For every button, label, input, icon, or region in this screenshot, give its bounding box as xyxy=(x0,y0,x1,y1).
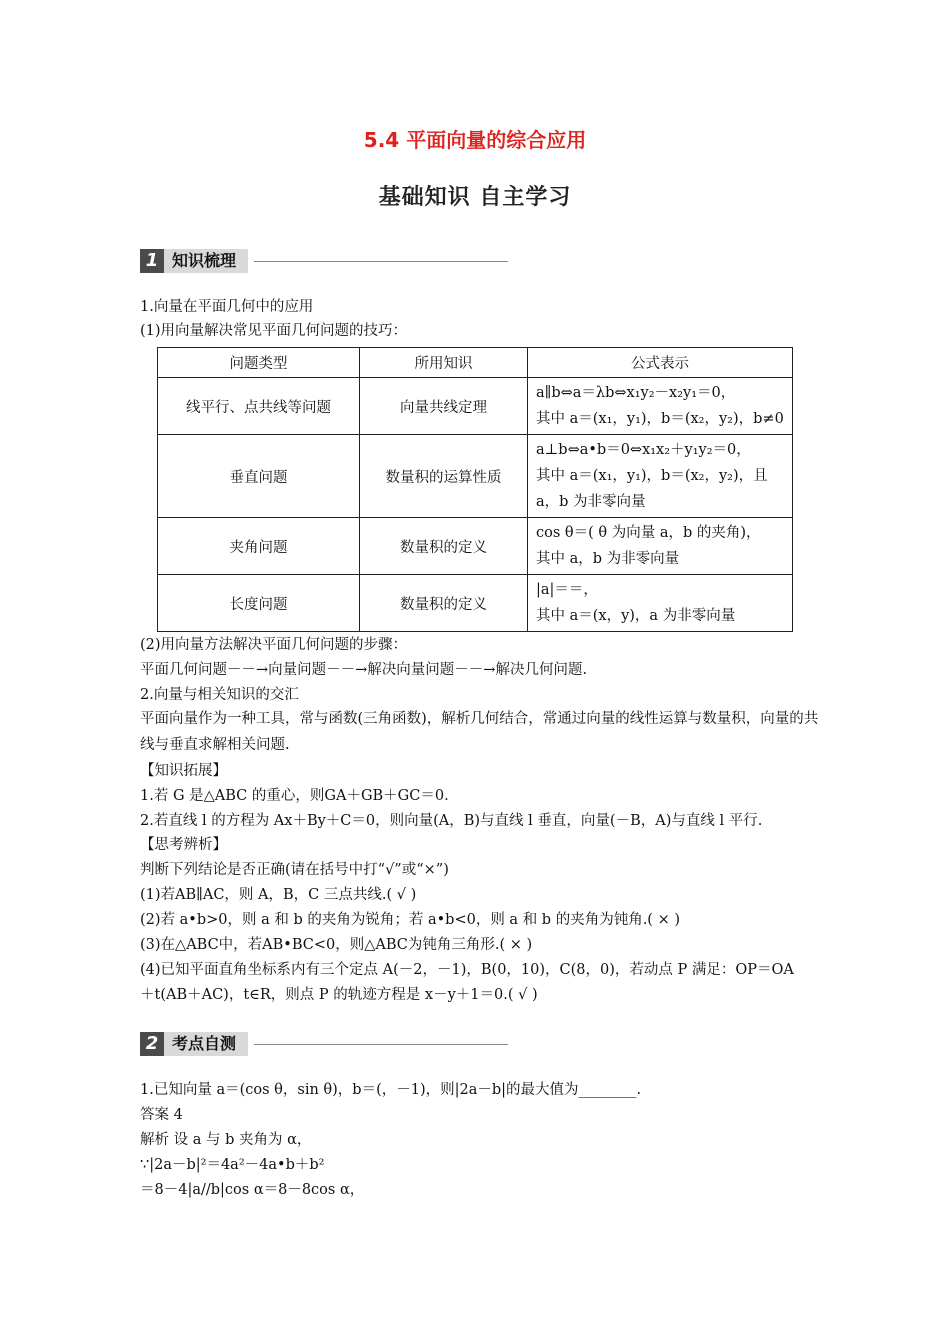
question-item: (2)若 a•b>0，则 a 和 b 的夹角为锐角；若 a•b<0，则 a 和 b 的夹角为钝角.( × ) xyxy=(140,912,680,928)
formula-line: cos θ＝( θ 为向量 a，b 的夹角)， xyxy=(536,525,761,541)
cell-knowledge: 数量积的定义 xyxy=(360,575,528,632)
knowledge-table xyxy=(157,347,793,632)
cell-type: 线平行、点共线等问题 xyxy=(158,378,360,435)
formula-line: 其中 a＝(x₁，y₁)，b＝(x₂，y₂)，b≠0 xyxy=(536,411,784,427)
think-intro: 判断下列结论是否正确(请在括号中打“√”或“×”) xyxy=(140,862,449,878)
column-header: 问题类型 xyxy=(158,348,360,378)
formula-line: 其中 a＝(x，y)，a 为非零向量 xyxy=(536,608,736,624)
cell-formula xyxy=(528,378,793,435)
cell-type: 夹角问题 xyxy=(158,518,360,575)
section-label: 知识梳理 xyxy=(164,249,248,273)
table-row xyxy=(158,435,793,518)
page-title: 5.4 平面向量的综合应用 xyxy=(363,128,587,152)
table-row xyxy=(158,378,793,435)
sub-heading-1: (1)用向量解决常见平面几何问题的技巧： xyxy=(140,323,408,339)
heading-2: 2.向量与相关知识的交汇 xyxy=(140,687,299,703)
extension-item: 1.若 G 是△ABC 的重心，则GA＋GB＋GC＝0. xyxy=(140,788,449,804)
cell-formula xyxy=(528,518,793,575)
section-header-1 xyxy=(140,249,508,273)
column-header: 所用知识 xyxy=(360,348,528,378)
cell-formula xyxy=(528,435,793,518)
cell-type: 长度问题 xyxy=(158,575,360,632)
table-row xyxy=(158,575,793,632)
formula-line: a⊥b⇔a•b＝0⇔x₁x₂＋y₁y₂＝0， xyxy=(536,442,751,458)
sub-heading-2: (2)用向量方法解决平面几何问题的步骤： xyxy=(140,637,408,653)
formula-line: 其中 a，b 为非零向量 xyxy=(536,551,680,567)
extension-item: 2.若直线 l 的方程为 Ax＋By＋C＝0，则向量(A，B)与直线 l 垂直，向量(－B，A)与直线 l 平行. xyxy=(140,813,763,829)
explanation-line: ∵|2a－b|²＝4a²－4a•b＋b² xyxy=(140,1157,325,1173)
table-header-row xyxy=(158,348,793,378)
page-subtitle: 基础知识 自主学习 xyxy=(378,185,572,210)
cell-type: 垂直问题 xyxy=(158,435,360,518)
explanation-line: 解析 设 a 与 b 夹角为 α， xyxy=(140,1132,312,1148)
answer-line: 答案 4 xyxy=(140,1107,183,1123)
table-row xyxy=(158,518,793,575)
explanation-line: ＝8－4|a//b|cos α＝8－8cos α， xyxy=(140,1182,365,1198)
column-header: 公式表示 xyxy=(528,348,793,378)
paragraph-2: 平面向量作为一种工具，常与函数(三角函数)，解析几何结合，常通过向量的线性运算与数量积，向量的共线与垂直求解相关问题. xyxy=(140,711,819,753)
question-item: (1)若AB∥AC，则 A，B，C 三点共线.( √ ) xyxy=(140,887,417,903)
extension-title: 【知识拓展】 xyxy=(140,763,227,779)
think-title: 【思考辨析】 xyxy=(140,837,227,853)
question-item: (3)在△ABC中，若AB•BC<0，则△ABC为钝角三角形.( × ) xyxy=(140,937,533,953)
section-rule xyxy=(254,1044,508,1045)
heading-1: 1.向量在平面几何中的应用 xyxy=(140,299,314,315)
cell-knowledge: 向量共线定理 xyxy=(360,378,528,435)
section-header-2 xyxy=(140,1032,508,1056)
formula-line: a，b 为非零向量 xyxy=(536,494,646,510)
question-item-cont: ＋t(AB＋AC)，t∈R，则点 P 的轨迹方程是 x－y＋1＝0.( √ ) xyxy=(140,987,538,1003)
cell-formula xyxy=(528,575,793,632)
section-rule xyxy=(254,261,508,262)
formula-line: a∥b⇔a＝λb⇔x₁y₂－x₂y₁＝0， xyxy=(536,385,736,401)
steps-line: 平面几何问题－－→向量问题－－→解决向量问题－－→解决几何问题. xyxy=(140,662,588,678)
section-label: 考点自测 xyxy=(164,1032,248,1056)
exercise-problem: 1.已知向量 a＝(cos θ，sin θ)，b＝(，－1)，则|2a－b|的最大值为________. xyxy=(140,1082,642,1098)
cell-knowledge: 数量积的运算性质 xyxy=(360,435,528,518)
formula-line: |a|＝＝， xyxy=(536,582,598,598)
question-item: (4)已知平面直角坐标系内有三个定点 A(－2，－1)，B(0，10)，C(8，0)，若动点 P 满足：OP＝OA xyxy=(140,962,794,978)
formula-line: 其中 a＝(x₁，y₁)，b＝(x₂，y₂)，且 xyxy=(536,468,768,484)
cell-knowledge: 数量积的定义 xyxy=(360,518,528,575)
section-number: 1 xyxy=(140,249,164,273)
section-number: 2 xyxy=(140,1032,164,1056)
